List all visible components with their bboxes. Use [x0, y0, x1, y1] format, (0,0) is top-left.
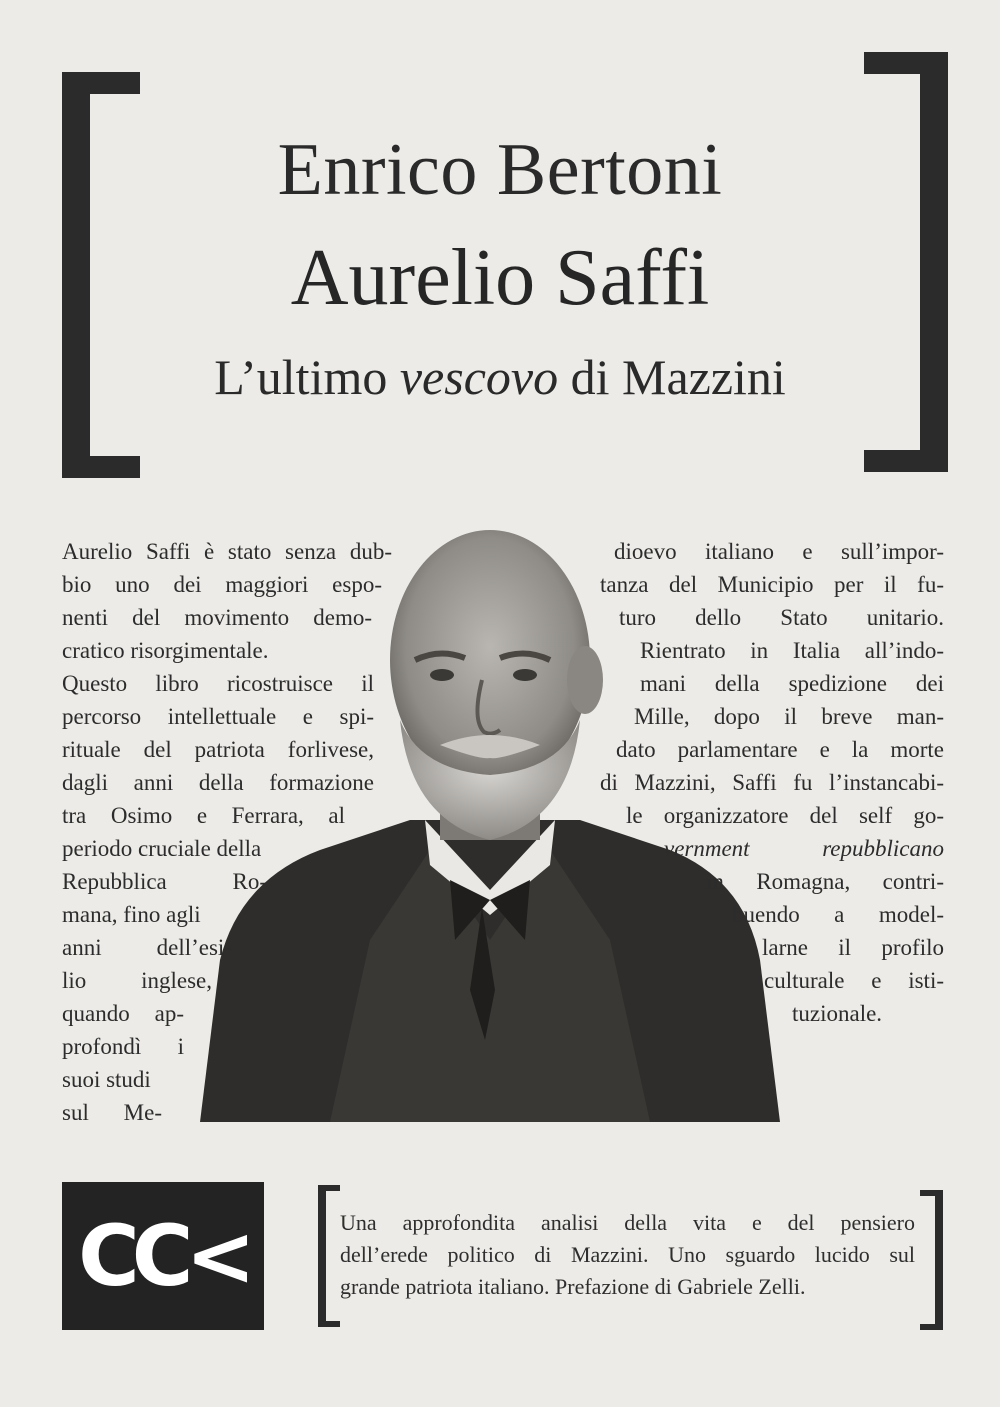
body-left-line: profondì i [62, 1034, 184, 1059]
body-left-line: quando ap- [62, 1001, 184, 1026]
body-left-line: cratico risorgimentale. [62, 638, 269, 663]
body-right-line: le organizzatore del self go- [626, 803, 944, 828]
cc-logo-icon [62, 1182, 264, 1330]
publisher-logo [62, 1182, 264, 1330]
body-right-line: di Mazzini, Saffi fu l’instancabi- [600, 770, 944, 795]
book-subtitle [0, 348, 1000, 406]
body-right-line: Rientrato in Italia all’indo- [640, 638, 944, 663]
body-left-line: periodo cruciale della [62, 836, 262, 861]
body-left-line: dagli anni della formazione [62, 770, 374, 795]
body-left-line: Repubblica Ro- [62, 869, 267, 894]
body-right-line: in Romagna, contri- [706, 869, 944, 894]
body-right-line: dioevo italiano e sull’impor- [614, 539, 944, 564]
book-title: Aurelio Saffi [290, 234, 710, 322]
body-right-line: larne il profilo [762, 935, 944, 960]
logo-text: CC< [78, 1207, 248, 1305]
body-left-line: Questo libro ricostruisce il [62, 671, 374, 696]
body-right-line: tuzionale. [792, 1001, 883, 1026]
body-left-line: bio uno dei maggiori espo- [62, 572, 382, 597]
body-right-line: mani della spedizione dei [640, 671, 944, 696]
blurb-line: grande patriota italiano. Prefazione di Gabriele Zelli. [340, 1274, 806, 1299]
body-left-line: tra Osimo e Ferrara, al [62, 803, 345, 828]
author-name: Enrico Bertoni [277, 129, 723, 211]
blurb-line: Una approfondita analisi della vita e del pensiero [340, 1210, 915, 1235]
body-right-line: dato parlamentare e la morte [616, 737, 944, 762]
subtitle-pre: L’ultimo [214, 349, 400, 405]
body-right-line: vernment repubblicano [664, 836, 944, 861]
body-left-line: rituale del patriota forlivese, [62, 737, 374, 762]
body-left-line: suoi studi [62, 1067, 151, 1092]
body-left-line: Aurelio Saffi è stato senza dub- [62, 539, 392, 564]
body-right-line: Mille, dopo il breve man- [634, 704, 944, 729]
body-left-line: percorso intellettuale e spi- [62, 704, 374, 729]
body-right-line: tanza del Municipio per il fu- [600, 572, 944, 597]
body-right-line: buendo a model- [732, 902, 944, 927]
blurb-line: dell’erede politico di Mazzini. Uno sguardo lucido sul [340, 1242, 915, 1267]
body-left-line: anni dell’esi- [62, 935, 232, 960]
body-right-line: turo dello Stato unitario. [619, 605, 944, 630]
body-left-line: mana, fino agli [62, 902, 201, 927]
body-text-left [62, 535, 392, 1129]
body-right-line: culturale e isti- [764, 968, 944, 993]
subtitle-italic: vescovo [399, 349, 559, 405]
back-blurb [340, 1207, 915, 1303]
body-left-line: sul Me- [62, 1100, 162, 1125]
body-left-line: lio inglese, [62, 968, 212, 993]
body-left-line: nenti del movimento demo- [62, 605, 372, 630]
subtitle-post: di Mazzini [558, 349, 786, 405]
